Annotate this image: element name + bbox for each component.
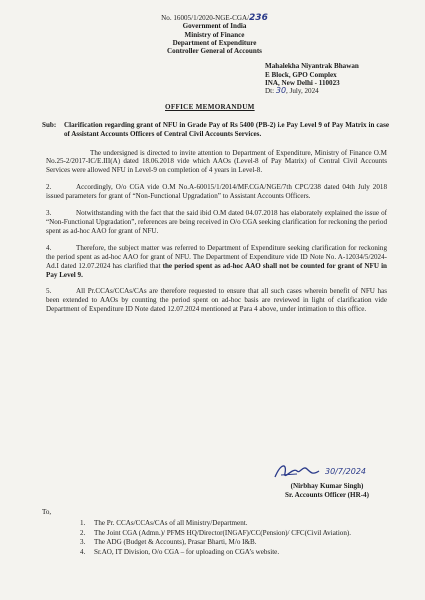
paragraph-5: 5. All Pr.CCAs/CCAs/CAs are therefore requested to ensure that all such cases wherein benefit of NFU has been extended to AAOs by counting the period spent on ad-hoc basis are reviewed in light of clarification vide Department of Expenditure ID Note dated 12.07.2024 mentioned at Para 4 above, under intimation to this office. — [46, 287, 387, 314]
subject-line — [42, 121, 389, 139]
list-item: 2. The Joint CGA (Admn.)/ PFMS HQ/Director(INGAF)/CC(Pension)/ CFC(Civil Aviation). — [80, 528, 352, 537]
office-address: Mahalekha Niyantrak Bhawan E Block, GPO Complex INA, New Delhi - 110023 Dt: 30, July, 2024 — [265, 62, 389, 94]
office-line: Controller General of Accounts — [167, 47, 262, 56]
memo-date: Dt: 30, July, 2024 — [265, 85, 319, 95]
subject-label: Sub: — [42, 120, 57, 129]
recipients-list — [80, 519, 390, 557]
ministry-line: Ministry of Finance — [184, 30, 245, 39]
memo-title: OFFICE MEMORANDUM — [165, 102, 255, 111]
paragraph-1: The undersigned is directed to invite attention to Department of Expenditure, Ministry of Finance O.M No.25-2/2017-IC/E.III(A) dated 18.06.2018 vide which AAOs (Level-8 of Pay Matrix) of Central Civil Accounts Services were allowed NFU in Level-9 on completion of 4 years in Level-8. — [46, 148, 387, 175]
paragraph-4: 4. Therefore, the subject matter was referred to Department of Expenditure seeking clarification for reckoning the period spent as ad-hoc AAO for grant of NFU. The Department of Expenditure vide ID Note No. A-12034/5/2024-Ad.I dated 12.07.2024 has clarified that the period spent as ad-hoc AAO shall not be counted for grant of NFU in Pay Level 9. — [46, 243, 387, 279]
department-line: Department of Expenditure — [172, 38, 257, 47]
subject-text: Clarification regarding grant of NFU in Grade Pay of Rs 5400 (PB-2) i.e Pay Level 9 of Pay Matrix in case of Assistant Accounts Officers of Central Civil Accounts Services. — [64, 120, 389, 138]
signature-scribble-icon — [267, 459, 387, 483]
clarification-bold-text: the period spent as ad-hoc AAO shall not be counted for grant of NFU in Pay Level 9. — [46, 261, 387, 279]
signatory-name: (Nirbhay Kumar Singh) — [290, 481, 364, 490]
reference-number: No. 16005/1/2020-NGE-CGA/236 — [161, 13, 268, 23]
signature-block — [262, 459, 392, 500]
letterhead — [40, 14, 389, 55]
paragraph-2: 2. Accordingly, O/o CGA vide O.M No.A-60015/1/2014/MF.CGA/NGE/7th CPC/238 dated 04th July 2018 issued parameters for grant of “Non-Functional Upgradation” to Assistant Accounts Officers. — [46, 183, 387, 201]
list-item: 3. The ADG (Budget & Accounts), Prasar Bharti, M/o I&B. — [80, 538, 257, 547]
signature-date: 30/7/2024 — [325, 467, 367, 476]
list-item: 1. The Pr. CCAs/CCAs/CAs of all Ministry/Department. — [80, 518, 248, 527]
signatory-designation: Sr. Accounts Officer (HR-4) — [285, 490, 369, 499]
handwritten-date-day: 30 — [275, 85, 287, 95]
govt-line: Government of India — [182, 22, 247, 31]
list-item: 4. Sr.AO, IT Division, O/o CGA – for uploading on CGA’s website. — [80, 548, 280, 557]
handwritten-ref-number: 236 — [249, 13, 268, 23]
recipients-block — [40, 508, 390, 558]
to-label: To, — [42, 508, 52, 516]
paragraph-3: 3. Notwithstanding with the fact that the said ibid O.M dated 04.07.2018 has elaborately explained the issue of “Non-Functional Upgradation”, references are being received in O/o CGA seeking clarification for reckoning the period spent as ad-hoc AAO for grant of NFU. — [46, 209, 387, 235]
